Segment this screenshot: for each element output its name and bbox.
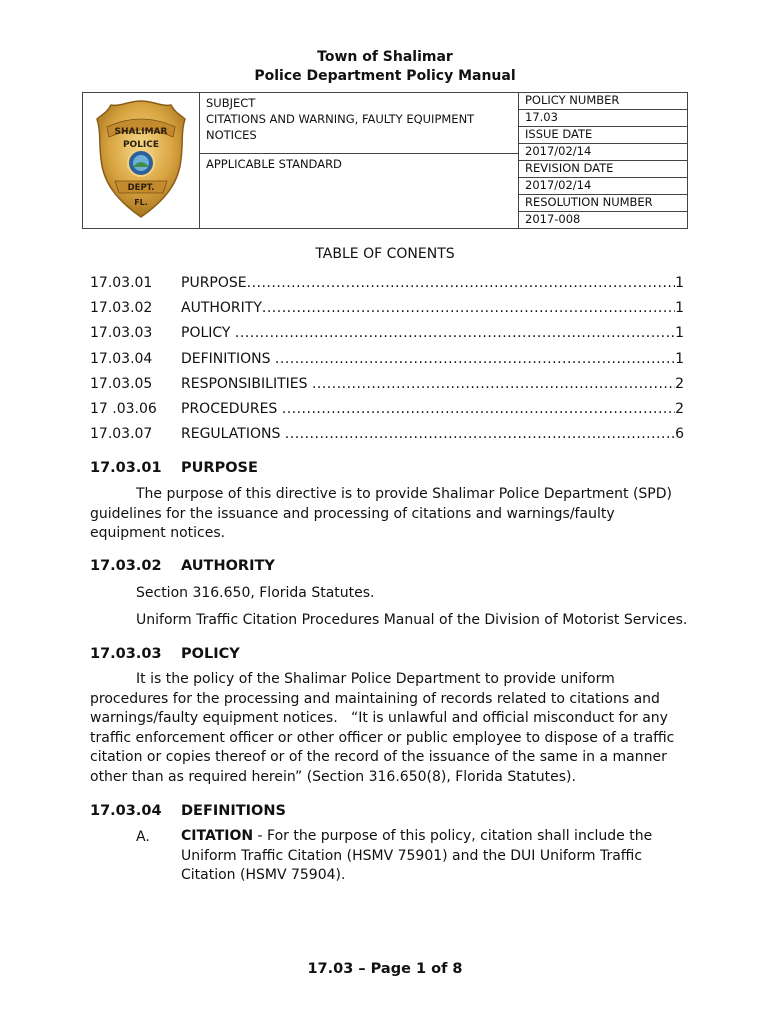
authority-line-1: Section 316.650, Florida Statutes.	[136, 585, 375, 601]
toc-label: RESPONSIBILITIES	[181, 375, 312, 392]
resolution-number-label: RESOLUTION NUMBER	[519, 195, 687, 212]
section-number: 17.03.03	[90, 646, 162, 662]
toc-row[interactable]	[90, 397, 684, 422]
applicable-standard-label: APPLICABLE STANDARD	[206, 157, 342, 171]
town-title: Town of Shalimar	[317, 49, 453, 65]
revision-date-label: REVISION DATE	[519, 161, 687, 178]
policy-paragraph: It is the policy of the Shalimar Police Department to provide uniform procedures for the processing and maintaining of records related to citations and warnings/faulty equipment notices. “It is unlawful and official misconduct for any traffic enforcement officer or other officer or public employee to dispose of a traffic citation or copies thereof or of the record of the issuance of the same in a manner other than as required herein” (Section 316.650(8), Florida Statutes).	[90, 671, 679, 785]
badge-cell	[83, 93, 200, 229]
section-number: 17.03.01	[90, 460, 162, 476]
subject-cell	[200, 93, 519, 229]
toc-label: REGULATIONS	[181, 426, 285, 443]
toc-page: 1	[675, 325, 684, 342]
policy-info-cell	[519, 93, 688, 229]
page-footer: 17.03 – Page 1 of 8	[307, 961, 463, 977]
section-title: AUTHORITY	[181, 558, 275, 574]
subject-line-2: NOTICES	[206, 128, 257, 142]
toc-number: 17.03.05	[90, 375, 153, 392]
toc-number: 17.03.01	[90, 275, 153, 291]
section-number: 17.03.02	[90, 558, 162, 574]
purpose-paragraph: The purpose of this directive is to provide Shalimar Police Department (SPD) guidelines for the issuance and processing of citations and warnings/faulty equipment notices.	[90, 486, 672, 541]
toc-page: 2	[675, 400, 684, 417]
section-title: PURPOSE	[181, 460, 258, 476]
definition-body: - For the purpose of this policy, citation shall include the Uniform Traffic Citation (HSMV 75901) and the DUI Uniform Traffic Citation (HSMV 75904).	[181, 828, 653, 883]
toc-page: 1	[675, 350, 684, 367]
definition-term: CITATION	[181, 828, 254, 844]
toc-number: 17.03.03	[90, 325, 153, 342]
resolution-number-value: 2017-008	[525, 212, 581, 226]
subject-line-1: CITATIONS AND WARNING, FAULTY EQUIPMENT	[206, 112, 475, 126]
revision-date-value: 2017/02/14	[519, 178, 687, 195]
toc-row[interactable]	[90, 321, 684, 346]
toc-page: 1	[675, 275, 684, 291]
section-number: 17.03.04	[90, 803, 162, 819]
definition-citation	[181, 827, 681, 886]
subject-label: SUBJECT	[206, 96, 256, 110]
table-of-contents	[90, 271, 684, 447]
policy-number-value: 17.03	[519, 110, 687, 127]
toc-number: 17.03.04	[90, 350, 153, 367]
section-title: POLICY	[181, 646, 240, 662]
toc-row[interactable]	[90, 372, 684, 397]
toc-label: POLICY	[181, 325, 235, 342]
issue-date-value: 2017/02/14	[519, 144, 687, 161]
badge-mid-text: POLICE	[122, 140, 160, 150]
policy-number-label: POLICY NUMBER	[519, 93, 687, 110]
issue-date-label: ISSUE DATE	[519, 127, 687, 144]
badge-dept-text: DEPT.	[127, 183, 155, 193]
toc-number: 17.03.07	[90, 426, 153, 443]
toc-row[interactable]	[90, 422, 684, 447]
badge-top-text: SHALIMAR	[114, 127, 168, 137]
toc-label: PURPOSE	[181, 275, 247, 291]
section-title: DEFINITIONS	[181, 803, 286, 819]
toc-page: 2	[675, 375, 684, 392]
toc-number: 17 .03.06	[90, 400, 157, 417]
police-badge-icon	[93, 97, 189, 221]
toc-label: AUTHORITY	[181, 300, 262, 317]
definition-letter: A.	[136, 829, 150, 845]
toc-row[interactable]	[90, 296, 684, 321]
toc-number: 17.03.02	[90, 300, 153, 317]
toc-row[interactable]	[90, 271, 684, 296]
toc-page: 1	[675, 300, 684, 317]
toc-label: PROCEDURES	[181, 400, 282, 417]
toc-title: TABLE OF CONENTS	[315, 246, 455, 262]
manual-title: Police Department Policy Manual	[254, 68, 516, 84]
toc-page: 6	[675, 426, 684, 443]
toc-row[interactable]	[90, 347, 684, 372]
badge-state-text: FL.	[134, 198, 148, 207]
policy-header-table	[82, 92, 688, 229]
authority-line-2: Uniform Traffic Citation Procedures Manual of the Division of Motorist Services.	[136, 612, 688, 628]
toc-label: DEFINITIONS	[181, 350, 275, 367]
